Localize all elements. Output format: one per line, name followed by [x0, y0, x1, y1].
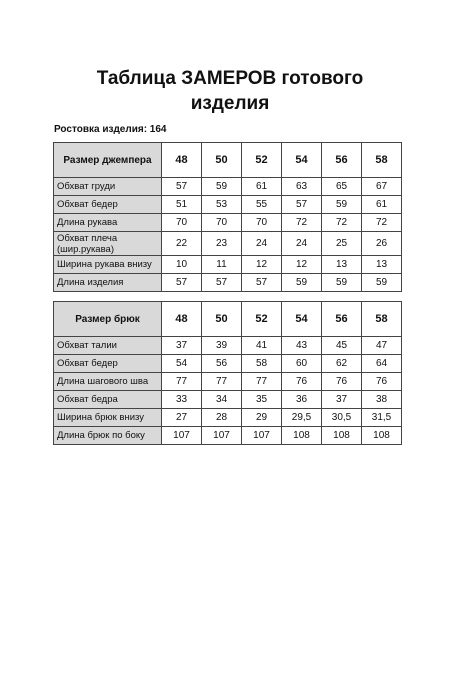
table-cell: 33 [162, 391, 202, 409]
table-cell: 108 [362, 427, 402, 445]
table-cell: 57 [282, 196, 322, 214]
table-cell: 57 [162, 178, 202, 196]
table-row [54, 391, 402, 409]
table-row [54, 232, 402, 256]
table-cell: 59 [202, 178, 242, 196]
size-header: 50 [202, 143, 242, 178]
row-label: Обхват бедер [54, 355, 162, 373]
table-cell: 58 [242, 355, 282, 373]
table-cell: 70 [162, 214, 202, 232]
table-cell: 23 [202, 232, 242, 256]
table-cell: 59 [362, 274, 402, 292]
size-header: 48 [162, 302, 202, 337]
table-cell: 43 [282, 337, 322, 355]
table-cell: 12 [282, 256, 322, 274]
table-row [54, 214, 402, 232]
table-cell: 77 [242, 373, 282, 391]
row-label: Обхват бедра [54, 391, 162, 409]
table-cell: 54 [162, 355, 202, 373]
table-cell: 13 [362, 256, 402, 274]
table-cell: 72 [362, 214, 402, 232]
table-cell: 70 [202, 214, 242, 232]
table-cell: 45 [322, 337, 362, 355]
table-cell: 107 [202, 427, 242, 445]
table-cell: 59 [322, 196, 362, 214]
table-row [54, 337, 402, 355]
size-header: 56 [322, 143, 362, 178]
table-row [54, 274, 402, 292]
table-cell: 61 [242, 178, 282, 196]
row-label: Обхват бедер [54, 196, 162, 214]
size-header: 50 [202, 302, 242, 337]
table-cell: 77 [162, 373, 202, 391]
table-cell: 30,5 [322, 409, 362, 427]
table-cell: 38 [362, 391, 402, 409]
table-cell: 37 [162, 337, 202, 355]
table-cell: 108 [282, 427, 322, 445]
table-cell: 53 [202, 196, 242, 214]
size-header: 54 [282, 143, 322, 178]
table-cell: 51 [162, 196, 202, 214]
table-cell: 27 [162, 409, 202, 427]
title-line-2: изделия [190, 93, 270, 114]
table-row [54, 355, 402, 373]
size-header: 58 [362, 143, 402, 178]
table-cell: 64 [362, 355, 402, 373]
table-cell: 107 [162, 427, 202, 445]
title-line-1: Таблица ЗАМЕРОВ готового [96, 68, 364, 89]
table-cell: 31,5 [362, 409, 402, 427]
table-row [54, 409, 402, 427]
table-header-row [54, 143, 402, 178]
table-cell: 76 [362, 373, 402, 391]
row-label: Обхват талии [54, 337, 162, 355]
size-header: 52 [242, 143, 282, 178]
table-cell: 55 [242, 196, 282, 214]
table-cell: 26 [362, 232, 402, 256]
table-cell: 35 [242, 391, 282, 409]
row-label: Длина рукава [54, 214, 162, 232]
page-title [0, 66, 460, 116]
table-cell: 25 [322, 232, 362, 256]
table-cell: 65 [322, 178, 362, 196]
height-note: Ростовка изделия: 164 [54, 124, 167, 135]
table-cell: 107 [242, 427, 282, 445]
pants-size-table [53, 301, 402, 445]
table-cell: 36 [282, 391, 322, 409]
table-row [54, 196, 402, 214]
table-cell: 24 [242, 232, 282, 256]
table-row [54, 427, 402, 445]
table-cell: 10 [162, 256, 202, 274]
table-cell: 29,5 [282, 409, 322, 427]
table-cell: 57 [242, 274, 282, 292]
table-cell: 72 [322, 214, 362, 232]
header-label: Размер брюк [54, 302, 162, 337]
row-label: Обхват груди [54, 178, 162, 196]
table-cell: 11 [202, 256, 242, 274]
table-cell: 28 [202, 409, 242, 427]
size-header: 58 [362, 302, 402, 337]
table-cell: 59 [282, 274, 322, 292]
table-cell: 37 [322, 391, 362, 409]
table-cell: 34 [202, 391, 242, 409]
header-label: Размер джемпера [54, 143, 162, 178]
table-cell: 61 [362, 196, 402, 214]
size-header: 54 [282, 302, 322, 337]
table-cell: 47 [362, 337, 402, 355]
row-label: Ширина рукава внизу [54, 256, 162, 274]
row-label: Ширина брюк внизу [54, 409, 162, 427]
table-row [54, 256, 402, 274]
table-cell: 67 [362, 178, 402, 196]
table-cell: 62 [322, 355, 362, 373]
table-cell: 39 [202, 337, 242, 355]
size-header: 48 [162, 143, 202, 178]
table-cell: 63 [282, 178, 322, 196]
table-cell: 76 [322, 373, 362, 391]
table-row [54, 373, 402, 391]
table-cell: 41 [242, 337, 282, 355]
row-label: Обхват плеча (шир.рукава) [54, 232, 162, 256]
table-cell: 72 [282, 214, 322, 232]
table-cell: 70 [242, 214, 282, 232]
row-label: Длина брюк по боку [54, 427, 162, 445]
table-cell: 56 [202, 355, 242, 373]
table-cell: 76 [282, 373, 322, 391]
size-header: 56 [322, 302, 362, 337]
table-cell: 29 [242, 409, 282, 427]
table-header-row [54, 302, 402, 337]
row-label: Длина шагового шва [54, 373, 162, 391]
table-cell: 22 [162, 232, 202, 256]
size-header: 52 [242, 302, 282, 337]
table-cell: 13 [322, 256, 362, 274]
table-cell: 59 [322, 274, 362, 292]
table-cell: 12 [242, 256, 282, 274]
table-cell: 57 [162, 274, 202, 292]
table-cell: 108 [322, 427, 362, 445]
table-cell: 57 [202, 274, 242, 292]
table-cell: 24 [282, 232, 322, 256]
table-cell: 77 [202, 373, 242, 391]
jumper-size-table [53, 142, 402, 292]
row-label: Длина изделия [54, 274, 162, 292]
table-cell: 60 [282, 355, 322, 373]
table-row [54, 178, 402, 196]
